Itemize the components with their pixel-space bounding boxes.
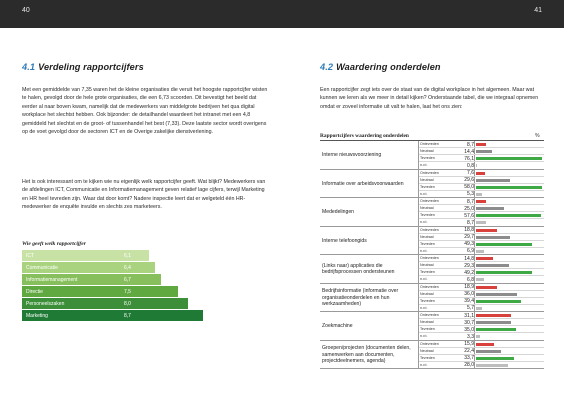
page-number: 41 — [534, 7, 542, 14]
sub-label: Ontevreden — [420, 313, 439, 318]
sub-row — [418, 255, 544, 262]
bar-value-label: 6,7 — [124, 277, 131, 283]
bar-value-label: 8,0 — [124, 301, 131, 307]
row-label: Interne nieuwsvoorziening — [322, 152, 382, 159]
sub-label: Ontevreden — [420, 284, 439, 289]
sub-row — [418, 298, 544, 305]
sub-label: Ontevreden — [420, 256, 439, 261]
sub-label: Neutraal — [420, 149, 434, 154]
value-bar — [476, 207, 504, 210]
section-title: Waardering onderdelen — [336, 62, 441, 72]
sub-label: Tevreden — [420, 156, 435, 161]
value-bar — [476, 200, 486, 203]
sub-value: 14,8 — [464, 255, 474, 262]
row-breakdown — [418, 141, 544, 170]
sub-row — [418, 319, 544, 326]
sub-value: 29,3 — [464, 262, 474, 269]
row-label: (Links naar) applicaties die bedrijfsprocessen ondersteunen — [322, 263, 395, 276]
sub-value: 6,9 — [467, 248, 474, 255]
row-label: Informatie over arbeidsvoorwaarden — [322, 180, 404, 187]
sub-label: Neutraal — [420, 177, 434, 182]
table-row — [320, 227, 544, 256]
sub-value: 5,3 — [467, 191, 474, 198]
section-heading — [22, 62, 144, 72]
sub-value: 3,3 — [467, 333, 474, 340]
sub-label: n.v.t. — [420, 362, 428, 367]
row-breakdown — [418, 284, 544, 313]
sub-row — [418, 326, 544, 333]
value-bar — [476, 243, 532, 246]
sub-label: n.v.t. — [420, 334, 428, 339]
sub-label: Tevreden — [420, 213, 435, 218]
table-row — [320, 341, 544, 370]
value-bar — [476, 264, 509, 267]
row-breakdown — [418, 170, 544, 199]
row-label: Groepen/projecten (documenten delen, samenwerken aan documenten, projectdeelnemers, agenda) — [322, 345, 411, 364]
sub-label: Tevreden — [420, 184, 435, 189]
bar-row — [22, 310, 222, 321]
sub-label: Tevreden — [420, 241, 435, 246]
sub-value: 39,4 — [464, 298, 474, 305]
page-header-bar — [0, 0, 282, 28]
row-breakdown — [418, 255, 544, 284]
sub-label: Neutraal — [420, 234, 434, 239]
sub-row — [418, 362, 544, 369]
sub-row — [418, 234, 544, 241]
sub-label: Neutraal — [420, 320, 434, 325]
sub-label: Tevreden — [420, 355, 435, 360]
row-label: Mededelingen — [322, 209, 355, 216]
bar-row — [22, 250, 222, 261]
sub-row — [418, 305, 544, 312]
sub-label: Ontevreden — [420, 227, 439, 232]
sub-value: 14,4 — [464, 148, 474, 155]
value-bar — [476, 214, 541, 217]
value-bar — [476, 271, 532, 274]
value-bar — [476, 307, 482, 310]
sub-row — [418, 262, 544, 269]
section-title: Verdeling rapportcijfers — [38, 62, 144, 72]
value-bar — [476, 150, 492, 153]
section-heading — [320, 62, 441, 72]
sub-row — [418, 141, 544, 148]
value-bar — [476, 343, 494, 346]
sub-value: 0,8 — [467, 162, 474, 169]
value-bar — [476, 164, 477, 167]
table-row — [320, 284, 544, 313]
sub-label: n.v.t. — [420, 305, 428, 310]
sub-label: Ontevreden — [420, 142, 439, 147]
sub-value: 29,7 — [464, 234, 474, 241]
sub-row — [418, 241, 544, 248]
body-paragraph: Met een gemiddelde van 7,35 waren het de kleine organisaties die veruit het hoogste rapportcijfer wisten te halen, gevolgd door de hele grote organisaties, die een 6,73 scoorden. Dit bevestigt het beeld dat eerder al naar boven kwam, namelijk dat de medewerkers van middelgrote bedrijven het qua digital workplace het slechtst hebben. Ook bijzonder: de detailhandel waardeert het intranet met een 4,8 gemiddeld het slechtst en de groot- of tussenhandel het best (7,33). Deze laatste sector wordt overigens op de voet gevolgd door de sectoren ICT en de Overige zakelijke dienstverlening. — [22, 87, 268, 136]
value-bar — [476, 229, 497, 232]
sub-row — [418, 291, 544, 298]
bar-label: Marketing — [26, 312, 48, 319]
sub-row — [418, 205, 544, 212]
bar-label: Communicatie — [26, 264, 58, 271]
value-bar — [476, 172, 485, 175]
value-bar — [476, 143, 486, 146]
bar-value-label: 7,5 — [124, 289, 131, 295]
value-bar — [476, 236, 510, 239]
sub-value: 8,7 — [467, 198, 474, 205]
sub-label: n.v.t. — [420, 277, 428, 282]
sub-label: Ontevreden — [420, 341, 439, 346]
sub-label: n.v.t. — [420, 248, 428, 253]
bar-value-label: 6,1 — [124, 253, 131, 259]
sub-row — [418, 177, 544, 184]
table-row — [320, 255, 544, 284]
sub-row — [418, 333, 544, 340]
bar-label: Informatiemanagement — [26, 276, 78, 283]
sub-label: n.v.t. — [420, 220, 428, 225]
page-number: 40 — [22, 7, 30, 14]
value-bar — [476, 250, 484, 253]
value-bar — [476, 335, 480, 338]
body-paragraph: Een rapportcijfer zegt iets over de staat van de digital workplace in het algemeen. Maar wat kunnen we leren als we meer in detail kijken? Onderstaande tabel, die we integraal opnemen omdat er zoveel informatie uit valt te halen, laat het ons zien: — [320, 87, 539, 110]
value-bar — [476, 293, 517, 296]
bar-value-label: 8,7 — [124, 313, 131, 319]
bar-label: Directie — [26, 288, 43, 295]
sub-row — [418, 191, 544, 198]
sub-row — [418, 284, 544, 291]
sub-value: 18,9 — [464, 284, 474, 291]
chart-title: Wie geeft welk rapportcijfer — [22, 241, 86, 247]
value-bar — [476, 350, 501, 353]
sub-row — [418, 155, 544, 162]
sub-value: 29,6 — [464, 177, 474, 184]
sub-label: Ontevreden — [420, 170, 439, 175]
waardering-table — [320, 141, 544, 369]
sub-row — [418, 276, 544, 283]
value-bar — [476, 286, 497, 289]
sub-value: 25,0 — [464, 205, 474, 212]
sub-value: 5,7 — [467, 305, 474, 312]
sub-value: 35,0 — [464, 326, 474, 333]
sub-value: 30,7 — [464, 319, 474, 326]
sub-value: 49,3 — [464, 241, 474, 248]
body-paragraph: Het is ook interessant om te kijken wie nu eigenlijk welk rapportcijfer geeft. Wat blijkt? Medewerkers van de afdelingen ICT, Communicatie en Informatiemanagement geven relatief lage cijfers, terwijl Marketing en HR heel tevreden zijn. Waar dat door komt? Nadere inspectie leert dat er welgeteld één HR-medewerker de enquête invulde en slechts zes marketeers. — [22, 179, 266, 211]
table-unit-label: % — [535, 133, 540, 139]
sub-row — [418, 148, 544, 155]
sub-row — [418, 212, 544, 219]
sub-row — [418, 341, 544, 348]
row-breakdown — [418, 341, 544, 370]
sub-value: 76,1 — [464, 155, 474, 162]
value-bar — [476, 300, 521, 303]
sub-row — [418, 348, 544, 355]
sub-label: Tevreden — [420, 270, 435, 275]
value-bar — [476, 357, 514, 360]
sub-label: Neutraal — [420, 348, 434, 353]
sub-value: 31,1 — [464, 312, 474, 319]
sub-row — [418, 219, 544, 226]
sub-row — [418, 248, 544, 255]
row-breakdown — [418, 312, 544, 341]
bar-row — [22, 262, 222, 273]
sub-label: Ontevreden — [420, 199, 439, 204]
bar-value-label: 6,4 — [124, 265, 131, 271]
sub-value: 36,0 — [464, 291, 474, 298]
sub-row — [418, 162, 544, 169]
page-header-bar — [282, 0, 564, 28]
bar-label: Personeelszaken — [26, 300, 65, 307]
value-bar — [476, 364, 508, 367]
sub-label: n.v.t. — [420, 191, 428, 196]
sub-label: Neutraal — [420, 263, 434, 268]
bar-row — [22, 286, 222, 297]
sub-value: 57,6 — [464, 212, 474, 219]
value-bar — [476, 328, 516, 331]
table-row — [320, 198, 544, 227]
bar-row — [22, 298, 222, 309]
sub-value: 22,4 — [464, 348, 474, 355]
sub-label: Neutraal — [420, 291, 434, 296]
sub-value: 49,2 — [464, 269, 474, 276]
sub-row — [418, 269, 544, 276]
table-title: Rapportcijfers waardering onderdelen — [320, 133, 409, 139]
sub-label: Tevreden — [420, 298, 435, 303]
bar-row — [22, 274, 222, 285]
sub-value: 15,9 — [464, 341, 474, 348]
value-bar — [476, 278, 484, 281]
sub-row — [418, 355, 544, 362]
sub-value: 58,0 — [464, 184, 474, 191]
value-bar — [476, 221, 486, 224]
sub-row — [418, 227, 544, 234]
row-label: Bedrijfsinformatie (informatie over organisatieonderdelen en hun werkzaamheden) — [322, 288, 399, 307]
sub-label: Neutraal — [420, 206, 434, 211]
section-number: 4.1 — [22, 62, 36, 72]
row-label: Interne telefoongids — [322, 237, 367, 244]
row-breakdown — [418, 198, 544, 227]
value-bar — [476, 193, 482, 196]
value-bar — [476, 186, 542, 189]
bar-chart — [22, 250, 222, 322]
sub-value: 7,6 — [467, 170, 474, 177]
value-bar — [476, 179, 510, 182]
sub-row — [418, 198, 544, 205]
value-bar — [476, 314, 511, 317]
value-bar — [476, 157, 542, 160]
sub-row — [418, 184, 544, 191]
bar-label: ICT — [26, 252, 35, 259]
sub-value: 28,0 — [464, 362, 474, 369]
value-bar — [476, 257, 493, 260]
table-row — [320, 170, 544, 199]
row-label: Zoekmachine — [322, 323, 353, 330]
sub-row — [418, 312, 544, 319]
section-number: 4.2 — [320, 62, 334, 72]
sub-value: 8,7 — [467, 141, 474, 148]
sub-value: 8,7 — [467, 219, 474, 226]
table-row — [320, 312, 544, 341]
row-breakdown — [418, 227, 544, 256]
sub-label: n.v.t. — [420, 163, 428, 168]
sub-value: 18,8 — [464, 227, 474, 234]
sub-row — [418, 170, 544, 177]
value-bar — [476, 321, 511, 324]
sub-label: Tevreden — [420, 327, 435, 332]
sub-value: 33,7 — [464, 355, 474, 362]
table-row — [320, 141, 544, 170]
sub-value: 6,8 — [467, 276, 474, 283]
